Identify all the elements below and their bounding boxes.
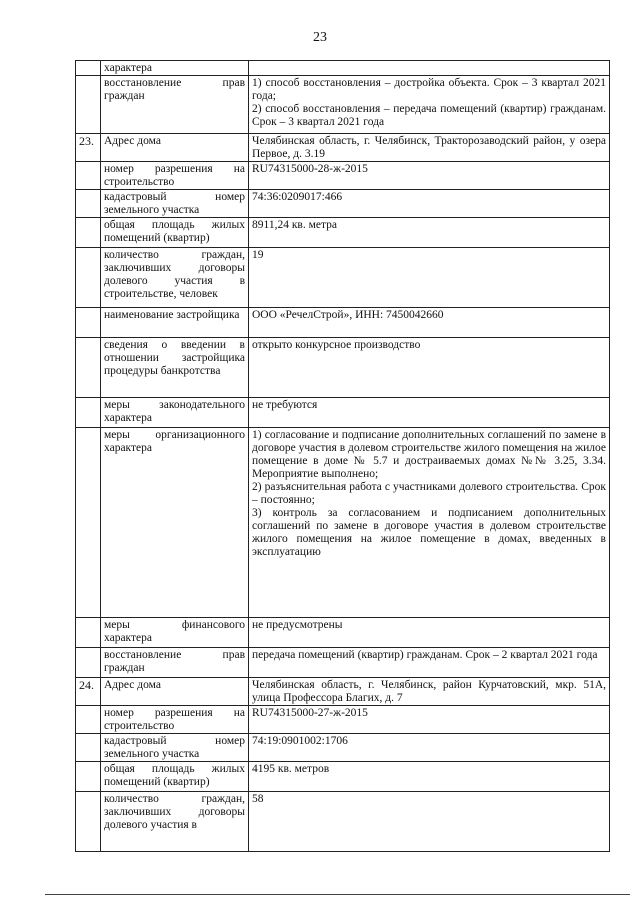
row-value-paragraph: не предусмотрены — [252, 619, 343, 631]
table-row — [76, 762, 610, 792]
row-value-paragraph: 74:36:0209017:466 — [252, 191, 343, 203]
table-body — [76, 61, 610, 852]
table-row — [76, 398, 610, 428]
table-row — [76, 428, 610, 618]
table-row — [76, 134, 610, 162]
table-row — [76, 792, 610, 852]
row-value-paragraph: RU74315000-28-ж-2015 — [252, 163, 368, 175]
row-value-paragraph: 2) разъяснительная работа с участниками долевого строительства. Срок – постоянно; — [252, 481, 606, 506]
row-number — [76, 76, 101, 134]
housing-table — [75, 60, 610, 852]
row-value — [249, 338, 610, 398]
row-label: восстановление прав граждан — [101, 648, 249, 678]
row-label: общая площадь жилых помещений (квартир) — [101, 218, 249, 248]
row-value-paragraph: 4195 кв. метров — [252, 763, 330, 775]
table-row — [76, 308, 610, 338]
row-value-paragraph: ООО «РечелСтрой», ИНН: 7450042660 — [252, 309, 444, 321]
row-label: номер разрешения на строительство — [101, 162, 249, 190]
table-row — [76, 648, 610, 678]
row-label: номер разрешения на строительство — [101, 706, 249, 734]
row-label: меры законодательного характера — [101, 398, 249, 428]
row-number — [76, 398, 101, 428]
row-value — [249, 734, 610, 762]
table-row — [76, 61, 610, 76]
row-number — [76, 706, 101, 734]
row-value-paragraph: 1) согласование и подписание дополнительных соглашений по замене в договоре участия в долевом строительстве жилого помещения на жилое помещение в доме № 5.7 и достраиваемых домах №№ 3.25, 3.34. Мероприятие выполнено; — [252, 429, 606, 480]
row-value — [249, 428, 610, 618]
row-value — [249, 162, 610, 190]
table-row — [76, 248, 610, 308]
table-row — [76, 218, 610, 248]
row-value-paragraph: 8911,24 кв. метра — [252, 219, 337, 231]
row-number — [76, 428, 101, 618]
row-number — [76, 248, 101, 308]
page-number: 23 — [313, 30, 327, 45]
row-label: сведения о введении в отношении застройщика процедуры банкротства — [101, 338, 249, 398]
row-value — [249, 792, 610, 852]
row-label: характера — [101, 61, 249, 76]
row-value — [249, 648, 610, 678]
table-row — [76, 76, 610, 134]
row-label: меры организационного характера — [101, 428, 249, 618]
table-row — [76, 706, 610, 734]
row-label: кадастровый номер земельного участка — [101, 734, 249, 762]
row-label: кадастровый номер земельного участка — [101, 190, 249, 218]
row-label: количество граждан, заключивших договоры долевого участия в строительстве, человек — [101, 248, 249, 308]
row-value-paragraph: Челябинская область, г. Челябинск, район Курчатовский, мкр. 51А, улица Профессора Благих, д. 7 — [252, 679, 606, 704]
row-number — [76, 762, 101, 792]
row-number — [76, 792, 101, 852]
row-label: Адрес дома — [101, 134, 249, 162]
table-row — [76, 190, 610, 218]
row-number: 23. — [76, 134, 101, 162]
row-label: Адрес дома — [101, 678, 249, 706]
table-row — [76, 338, 610, 398]
row-value-paragraph: 74:19:0901002:1706 — [252, 735, 348, 747]
row-label: меры финансового характера — [101, 618, 249, 648]
row-number — [76, 648, 101, 678]
row-number — [76, 162, 101, 190]
row-value — [249, 218, 610, 248]
row-label: общая площадь жилых помещений (квартир) — [101, 762, 249, 792]
row-number — [76, 190, 101, 218]
bottom-rule — [45, 894, 630, 895]
row-value-paragraph: 2) способ восстановления – передача помещений (квартир) гражданам. Срок – 3 квартал 2021 года — [252, 103, 606, 128]
row-value — [249, 76, 610, 134]
row-number — [76, 618, 101, 648]
row-value-paragraph: 19 — [252, 249, 264, 261]
row-number: 24. — [76, 678, 101, 706]
row-value — [249, 678, 610, 706]
row-value — [249, 618, 610, 648]
row-number — [76, 734, 101, 762]
table-row — [76, 734, 610, 762]
row-value — [249, 248, 610, 308]
row-value-paragraph: 58 — [252, 793, 264, 805]
row-label: количество граждан, заключивших договоры долевого участия в — [101, 792, 249, 852]
row-value-paragraph: открыто конкурсное производство — [252, 339, 421, 351]
row-number — [76, 338, 101, 398]
row-value-paragraph: 1) способ восстановления – достройка объекта. Срок – 3 квартал 2021 года; — [252, 77, 606, 102]
row-value — [249, 308, 610, 338]
row-value-paragraph: 3) контроль за согласованием и подписанием дополнительных соглашений по замене в договоре участия в долевом строительстве жилого помещения на жилое помещение в домах, введенных в эксплуатацию — [252, 507, 606, 558]
row-value — [249, 398, 610, 428]
row-number — [76, 218, 101, 248]
row-value-paragraph: передача помещений (квартир) гражданам. Срок – 2 квартал 2021 года — [252, 649, 598, 661]
row-value — [249, 134, 610, 162]
table-row — [76, 678, 610, 706]
row-value-paragraph: Челябинская область, г. Челябинск, Тракторозаводский район, у озера Первое, д. 3.19 — [252, 135, 606, 160]
row-value-paragraph: RU74315000-27-ж-2015 — [252, 707, 368, 719]
table-row — [76, 618, 610, 648]
row-value-paragraph: не требуются — [252, 399, 318, 411]
row-value — [249, 190, 610, 218]
row-value — [249, 762, 610, 792]
row-number — [76, 308, 101, 338]
row-value — [249, 706, 610, 734]
row-label: восстановление прав граждан — [101, 76, 249, 134]
row-label: наименование застройщика — [101, 308, 249, 338]
row-number — [76, 61, 101, 76]
table-row — [76, 162, 610, 190]
row-value — [249, 61, 610, 76]
